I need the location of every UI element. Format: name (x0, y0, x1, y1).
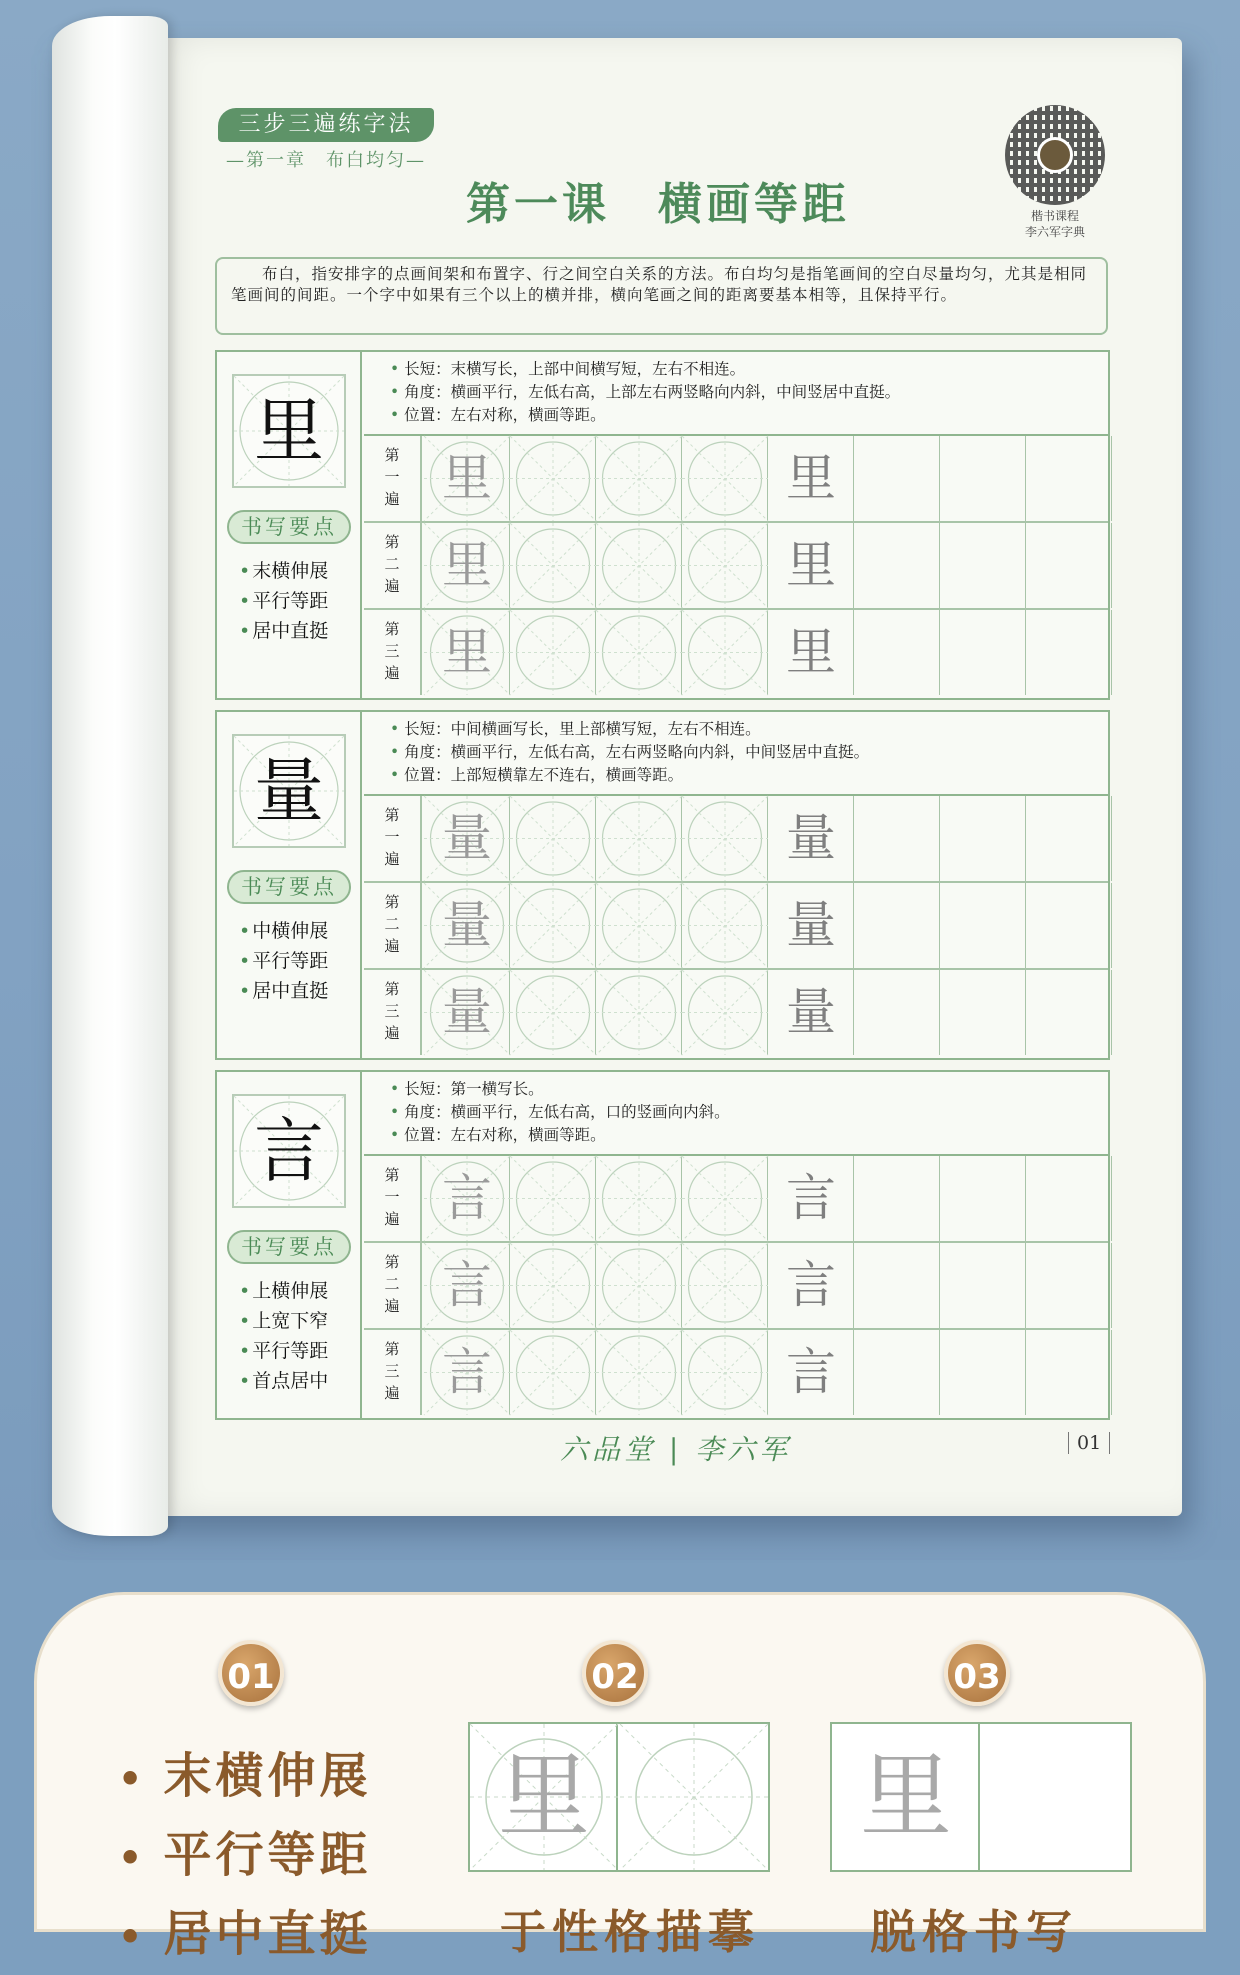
mi-grid-icon (682, 523, 768, 608)
mi-grid-icon (620, 1724, 768, 1870)
key-point: • 末横伸展 (239, 556, 328, 586)
step-point: • 末横伸展 (118, 1738, 372, 1817)
brand-signature: 六品堂 | 李六军 (560, 1433, 792, 1466)
step-badge-2: 02 (582, 1640, 648, 1706)
practice-cell[interactable] (1026, 610, 1112, 695)
practice-cell[interactable] (510, 883, 596, 968)
qr-caption-line-1: 楷书课程 (1030, 209, 1079, 223)
mi-grid-icon (682, 796, 768, 881)
practice-cell[interactable] (1026, 796, 1112, 881)
demo-char: 里 (859, 1743, 952, 1850)
mi-grid-icon (682, 610, 768, 695)
step-points (118, 1738, 372, 1975)
practice-grid (364, 1156, 1108, 1418)
practice-cell[interactable] (510, 796, 596, 881)
row-label-char: 遍 (384, 577, 400, 595)
mi-grid-icon (682, 1156, 768, 1241)
step-point: • 居中直挺 (118, 1896, 372, 1975)
trace-char: 言 (442, 1256, 492, 1314)
writing-notes (364, 712, 1108, 796)
practice-cell[interactable] (510, 970, 596, 1055)
key-point: • 平行等距 (239, 946, 328, 976)
practice-cell[interactable] (510, 610, 596, 695)
practice-cell[interactable] (682, 610, 768, 695)
practice-row (364, 610, 1108, 697)
key-points-list (239, 916, 328, 1006)
step-badge-1: 01 (218, 1640, 284, 1706)
mi-grid-icon (510, 523, 596, 608)
practice-cell[interactable] (424, 1156, 510, 1241)
practice-cell[interactable] (682, 1156, 768, 1241)
practice-cell[interactable] (768, 1330, 854, 1415)
model-char: 言 (254, 1110, 324, 1192)
practice-cell[interactable] (682, 796, 768, 881)
row-label-char: 二 (384, 555, 400, 573)
writing-note: • 角度：横画平行，左低右高，口的竖画向内斜。 (390, 1101, 1108, 1124)
practice-cell[interactable] (940, 883, 1026, 968)
practice-block (215, 350, 1110, 700)
practice-cell[interactable] (596, 796, 682, 881)
model-char-box (232, 734, 346, 848)
practice-block (215, 1070, 1110, 1420)
key-point: • 中横伸展 (239, 916, 328, 946)
mi-grid-icon (510, 796, 596, 881)
practice-cell[interactable] (1026, 970, 1112, 1055)
mi-grid-icon (596, 610, 682, 695)
practice-row (364, 1330, 1108, 1417)
demo-plain-cell (832, 1724, 980, 1870)
model-char-box (232, 1094, 346, 1208)
practice-cell[interactable] (424, 610, 510, 695)
mi-grid-icon (510, 610, 596, 695)
mi-grid-icon (682, 1330, 768, 1415)
row-label-char: 遍 (384, 850, 400, 868)
practice-cell[interactable] (424, 883, 510, 968)
practice-row (364, 970, 1108, 1057)
writing-note: • 长短：第一横写长。 (390, 1078, 1108, 1101)
model-char: 量 (254, 750, 324, 832)
sample-char: 里 (786, 536, 836, 594)
row-label (364, 1243, 422, 1328)
practice-cell[interactable] (768, 523, 854, 608)
mi-grid-icon (596, 1243, 682, 1328)
row-label-char: 第 (384, 1340, 400, 1358)
mi-grid-icon (596, 1330, 682, 1415)
model-char: 里 (254, 390, 324, 472)
practice-cell[interactable] (768, 436, 854, 521)
mi-grid-icon (510, 970, 596, 1055)
practice-cell[interactable] (854, 1330, 940, 1415)
row-label (364, 523, 422, 608)
practice-cell[interactable] (682, 523, 768, 608)
row-label-char: 第 (384, 620, 400, 638)
row-label (364, 883, 422, 968)
mi-grid-icon (596, 883, 682, 968)
mi-grid-icon (682, 883, 768, 968)
row-label-char: 第 (384, 806, 400, 824)
writing-note: • 位置：左右对称，横画等距。 (390, 1124, 1108, 1147)
writing-note: • 角度：横画平行，左低右高，上部左右两竖略向内斜，中间竖居中直挺。 (390, 381, 1108, 404)
trace-char: 里 (442, 449, 492, 507)
practice-cell[interactable] (1026, 883, 1112, 968)
sample-char: 言 (786, 1343, 836, 1401)
sample-char: 言 (786, 1256, 836, 1314)
mi-grid-icon (596, 970, 682, 1055)
practice-cell[interactable] (1026, 523, 1112, 608)
step-2-caption: 于性格描摹 (500, 1905, 760, 1959)
model-panel (217, 1072, 362, 1418)
writing-note: • 角度：横画平行，左低右高，左右两竖略向内斜，中间竖居中直挺。 (390, 741, 1108, 764)
trace-char: 言 (442, 1343, 492, 1401)
row-label-char: 三 (384, 1002, 400, 1020)
model-char-box (232, 374, 346, 488)
practice-cell[interactable] (682, 1243, 768, 1328)
practice-cell[interactable] (940, 1156, 1026, 1241)
step-2-demo-grid (468, 1722, 770, 1872)
practice-cell[interactable] (424, 970, 510, 1055)
practice-cell[interactable] (596, 610, 682, 695)
writing-note: • 长短：末横写长，上部中间横写短，左右不相连。 (390, 358, 1108, 381)
key-point: • 居中直挺 (239, 976, 328, 1006)
demo-empty-cell (982, 1724, 1130, 1870)
mi-grid-icon (510, 883, 596, 968)
practice-cell[interactable] (682, 883, 768, 968)
row-label-char: 第 (384, 893, 400, 911)
mi-grid-icon (510, 436, 596, 521)
mi-grid-icon (510, 1156, 596, 1241)
trace-char: 量 (442, 983, 492, 1041)
row-label-char: 遍 (384, 490, 400, 508)
practice-block (215, 710, 1110, 1060)
practice-cell[interactable] (1026, 1156, 1112, 1241)
row-label-char: 遍 (384, 664, 400, 682)
practice-cell[interactable] (940, 610, 1026, 695)
practice-cell[interactable] (768, 1243, 854, 1328)
practice-row (364, 883, 1108, 970)
key-point: • 首点居中 (239, 1366, 328, 1396)
row-label-char: 第 (384, 446, 400, 464)
row-label (364, 436, 422, 521)
row-label-char: 第 (384, 980, 400, 998)
mi-grid-icon (596, 436, 682, 521)
lesson-title: 第一课 横画等距 (466, 179, 850, 230)
practice-cell[interactable] (768, 796, 854, 881)
row-label-char: 第 (384, 1166, 400, 1184)
row-label-char: 一 (384, 468, 400, 486)
writing-note: • 位置：上部短横靠左不连右，横画等距。 (390, 764, 1108, 787)
row-label (364, 1330, 422, 1415)
row-label-char: 遍 (384, 1024, 400, 1042)
writing-notes (364, 1072, 1108, 1156)
practice-cell[interactable] (768, 883, 854, 968)
row-label-char: 遍 (384, 1210, 400, 1228)
row-label-char: 第 (384, 1253, 400, 1271)
sample-char: 里 (786, 449, 836, 507)
practice-cell[interactable] (424, 796, 510, 881)
practice-cell[interactable] (596, 436, 682, 521)
practice-cell[interactable] (510, 523, 596, 608)
practice-cell[interactable] (1026, 1243, 1112, 1328)
key-points-tag: 书写要点 (227, 1230, 351, 1264)
page-number: 01 (1068, 1432, 1110, 1454)
practice-cell[interactable] (854, 883, 940, 968)
model-panel (217, 352, 362, 698)
practice-cell[interactable] (940, 436, 1026, 521)
mi-grid-icon (596, 796, 682, 881)
practice-cell[interactable] (510, 436, 596, 521)
practice-cell[interactable] (424, 436, 510, 521)
key-points-list (239, 556, 328, 646)
mi-grid-icon (596, 1156, 682, 1241)
key-point: • 平行等距 (239, 586, 328, 616)
practice-cell[interactable] (596, 883, 682, 968)
practice-cell[interactable] (854, 610, 940, 695)
practice-cell[interactable] (596, 1330, 682, 1415)
practice-cell[interactable] (854, 523, 940, 608)
writing-notes (364, 352, 1108, 436)
practice-cell[interactable] (854, 970, 940, 1055)
key-point: • 上横伸展 (239, 1276, 328, 1306)
step-point: • 平行等距 (118, 1817, 372, 1896)
qr-caption-line-2: 李六军字典 (1024, 225, 1085, 239)
practice-row (364, 1243, 1108, 1330)
mi-grid-icon (596, 523, 682, 608)
practice-cell[interactable] (940, 796, 1026, 881)
practice-cell[interactable] (940, 523, 1026, 608)
row-label-char: 三 (384, 642, 400, 660)
key-points-tag: 书写要点 (227, 870, 351, 904)
row-label-char: 二 (384, 1275, 400, 1293)
demo-empty-cell (620, 1724, 768, 1870)
practice-grid (364, 436, 1108, 698)
row-label-char: 遍 (384, 1384, 400, 1402)
practice-cell[interactable] (596, 970, 682, 1055)
practice-cell[interactable] (854, 796, 940, 881)
row-label-char: 二 (384, 915, 400, 933)
practice-cell[interactable] (682, 436, 768, 521)
row-label-char: 三 (384, 1362, 400, 1380)
trace-char: 里 (442, 623, 492, 681)
mi-grid-icon (510, 1243, 596, 1328)
practice-cell[interactable] (768, 970, 854, 1055)
method-tag: 三步三遍练字法 (218, 108, 434, 142)
row-label (364, 610, 422, 695)
writing-note: • 位置：左右对称，横画等距。 (390, 404, 1108, 427)
sample-char: 量 (786, 809, 836, 867)
mi-grid-icon (682, 436, 768, 521)
row-label-char: 遍 (384, 937, 400, 955)
step-3-caption: 脱格书写 (870, 1905, 1078, 1959)
practice-cell[interactable] (1026, 436, 1112, 521)
practice-cell[interactable] (940, 1243, 1026, 1328)
key-points-tag: 书写要点 (227, 510, 351, 544)
row-label-char: 一 (384, 828, 400, 846)
demo-trace-cell (470, 1724, 618, 1870)
mi-grid-icon (682, 970, 768, 1055)
practice-cell[interactable] (596, 523, 682, 608)
practice-cell[interactable] (1026, 1330, 1112, 1415)
step-badge-3: 03 (944, 1640, 1010, 1706)
row-label-char: 一 (384, 1188, 400, 1206)
row-label (364, 970, 422, 1055)
sample-char: 量 (786, 896, 836, 954)
row-label-char: 遍 (384, 1297, 400, 1315)
row-label (364, 1156, 422, 1241)
key-point: • 居中直挺 (239, 616, 328, 646)
trace-char: 量 (442, 809, 492, 867)
row-label-char: 第 (384, 533, 400, 551)
practice-row (364, 1156, 1108, 1243)
sample-char: 量 (786, 983, 836, 1041)
practice-cell[interactable] (596, 1243, 682, 1328)
trace-char: 言 (442, 1169, 492, 1227)
practice-row (364, 523, 1108, 610)
practice-cell[interactable] (510, 1243, 596, 1328)
sample-char: 言 (786, 1169, 836, 1227)
mi-grid-icon (510, 1330, 596, 1415)
practice-grid (364, 796, 1108, 1058)
practice-cell[interactable] (854, 1156, 940, 1241)
practice-cell[interactable] (510, 1330, 596, 1415)
page-curl (52, 16, 168, 1536)
practice-row (364, 796, 1108, 883)
practice-cell[interactable] (854, 436, 940, 521)
key-points-list (239, 1276, 328, 1396)
practice-cell[interactable] (940, 1330, 1026, 1415)
practice-cell[interactable] (940, 970, 1026, 1055)
practice-cell[interactable] (424, 1243, 510, 1328)
mi-grid-icon (682, 1243, 768, 1328)
practice-cell[interactable] (510, 1156, 596, 1241)
qr-logo-icon (1037, 137, 1073, 173)
model-panel (217, 712, 362, 1058)
sample-char: 里 (786, 623, 836, 681)
row-label (364, 796, 422, 881)
chapter-subtitle: —第一章 布白均匀— (226, 150, 426, 171)
practice-cell[interactable] (424, 523, 510, 608)
practice-cell[interactable] (424, 1330, 510, 1415)
practice-cell[interactable] (596, 1156, 682, 1241)
demo-char: 里 (497, 1743, 590, 1850)
intro-paragraph: 布白，指安排字的点画间架和布置字、行之间空白关系的方法。布白均匀是指笔画间的空白尽量均匀，尤其是相同笔画间的间距。一个字中如果有三个以上的横并排，横向笔画之间的距离要基本相等，且保持平行。 (215, 257, 1108, 335)
practice-cell[interactable] (768, 610, 854, 695)
step-3-demo-grid (830, 1722, 1132, 1872)
practice-cell[interactable] (682, 1330, 768, 1415)
practice-row (364, 436, 1108, 523)
trace-char: 里 (442, 536, 492, 594)
key-point: • 上宽下窄 (239, 1306, 328, 1336)
writing-note: • 长短：中间横画写长，里上部横写短，左右不相连。 (390, 718, 1108, 741)
trace-char: 量 (442, 896, 492, 954)
practice-cell[interactable] (682, 970, 768, 1055)
practice-cell[interactable] (854, 1243, 940, 1328)
key-point: • 平行等距 (239, 1336, 328, 1366)
qr-caption (985, 208, 1125, 240)
practice-cell[interactable] (768, 1156, 854, 1241)
